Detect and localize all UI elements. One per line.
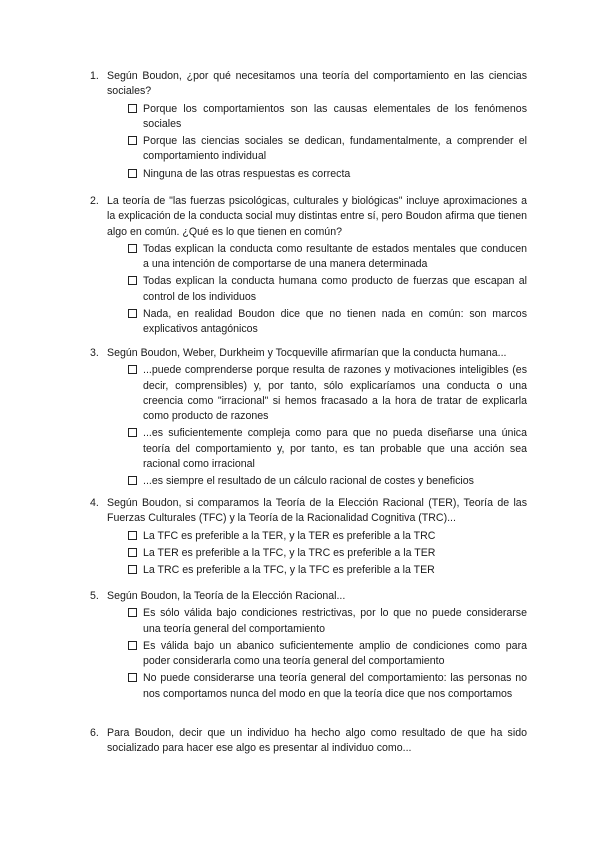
question-number: 5. bbox=[90, 590, 99, 602]
checkbox[interactable] bbox=[128, 309, 137, 318]
option-text: La TRC es preferible a la TFC, y la TFC es preferible a la TER bbox=[143, 564, 435, 577]
checkbox[interactable] bbox=[128, 673, 137, 682]
option-text: Todas explican la conducta como resultante de estados mentales que conducen a una intención de comportarse de una manera determinada bbox=[143, 242, 527, 271]
question-number: 4. bbox=[90, 497, 99, 509]
question-text: Según Boudon, si comparamos la Teoría de la Elección Racional (TER), Teoría de las Fuerzas Culturales (TFC) y la Teoría de la Racionalidad Cognitiva (TRC)... bbox=[107, 497, 527, 525]
question-number: 1. bbox=[90, 70, 99, 82]
option-text: Nada, en realidad Boudon dice que no tienen nada en común: son marcos explicativos antagónicos bbox=[143, 308, 527, 336]
question-6 bbox=[90, 726, 527, 757]
checkbox[interactable] bbox=[128, 641, 137, 650]
question-4 bbox=[90, 496, 527, 580]
question-number: 3. bbox=[90, 347, 99, 359]
option-text: No puede considerarse una teoría general del comportamiento: las personas no nos comportamos nunca del modo en que la teoría dice que nos comportamos bbox=[143, 672, 527, 700]
option-item[interactable] bbox=[128, 426, 527, 472]
option-item[interactable] bbox=[128, 474, 527, 489]
question-5 bbox=[90, 589, 527, 704]
checkbox[interactable] bbox=[128, 365, 137, 374]
question-number: 2. bbox=[90, 195, 99, 207]
options-list bbox=[128, 363, 527, 489]
question-text: Según Boudon, Weber, Durkheim y Tocqueville afirmarían que la conducta humana... bbox=[107, 347, 507, 359]
option-text: Todas explican la conducta humana como producto de fuerzas que escapan al control de los individuos bbox=[143, 275, 527, 303]
checkbox[interactable] bbox=[128, 104, 137, 113]
options-list bbox=[128, 529, 527, 579]
options-list bbox=[128, 242, 527, 338]
option-item[interactable] bbox=[128, 563, 527, 578]
option-text: Es sólo válida bajo condiciones restrictivas, por lo que no puede considerarse una teoría general del comportamiento bbox=[143, 607, 527, 635]
option-item[interactable] bbox=[128, 102, 527, 133]
option-text: La TER es preferible a la TFC, y la TRC es preferible a la TER bbox=[143, 546, 436, 559]
option-text: La TFC es preferible a la TER, y la TER es preferible a la TRC bbox=[143, 529, 436, 542]
option-text: Es válida bajo un abanico suficientemente amplio de condiciones como para poder considerarla como una teoría general del comportamiento bbox=[143, 639, 527, 668]
option-item[interactable] bbox=[128, 639, 527, 670]
checkbox[interactable] bbox=[128, 531, 137, 540]
checkbox[interactable] bbox=[128, 476, 137, 485]
question-text: La teoría de "las fuerzas psicológicas, culturales y biológicas" incluye aproximaciones a la explicación de la conducta social muy distintas entre sí, pero Boudon afirma que tienen algo en común. ¿Qué es lo que tienen en común? bbox=[107, 195, 527, 238]
options-list bbox=[128, 102, 527, 182]
checkbox[interactable] bbox=[128, 608, 137, 617]
option-text: Porque las ciencias sociales se dedican, fundamentalmente, a comprender el comportamiento individual bbox=[143, 135, 527, 163]
option-text: Ninguna de las otras respuestas es correcta bbox=[143, 167, 351, 180]
question-1 bbox=[90, 69, 527, 184]
option-text: ...puede comprenderse porque resulta de razones y motivaciones inteligibles (es decir, comprensibles) y, por tanto, sólo explicaríamos una conducta o una creencia como "irracional" si hemos fracasado a la hora de tratar de explicarla como producto de razones bbox=[143, 364, 527, 423]
question-2 bbox=[90, 194, 527, 340]
question-text: Según Boudon, la Teoría de la Elección Racional... bbox=[107, 590, 346, 602]
question-number: 6. bbox=[90, 727, 99, 739]
option-item[interactable] bbox=[128, 307, 527, 338]
option-text: ...es siempre el resultado de un cálculo racional de costes y beneficios bbox=[143, 475, 474, 488]
checkbox[interactable] bbox=[128, 548, 137, 557]
checkbox[interactable] bbox=[128, 565, 137, 574]
question-text: Según Boudon, ¿por qué necesitamos una teoría del comportamiento en las ciencias sociales? bbox=[107, 70, 527, 98]
options-list bbox=[128, 606, 527, 702]
checkbox[interactable] bbox=[128, 428, 137, 437]
option-text: Porque los comportamientos son las causas elementales de los fenómenos sociales bbox=[143, 102, 527, 130]
option-item[interactable] bbox=[128, 546, 527, 561]
option-item[interactable] bbox=[128, 242, 527, 273]
checkbox[interactable] bbox=[128, 136, 137, 145]
checkbox[interactable] bbox=[128, 244, 137, 253]
question-3 bbox=[90, 346, 527, 492]
question-text: Para Boudon, decir que un individuo ha hecho algo como resultado de que ha sido socializado para hacer ese algo es presentar al individuo como... bbox=[107, 727, 527, 755]
option-text: ...es suficientemente compleja como para que no pueda diseñarse una única teoría del comportamiento y, por tanto, es tan probable que una acción sea racional como irracional bbox=[143, 427, 527, 471]
option-item[interactable] bbox=[128, 606, 527, 637]
option-item[interactable] bbox=[128, 274, 527, 305]
option-item[interactable] bbox=[128, 134, 527, 165]
checkbox[interactable] bbox=[128, 169, 137, 178]
option-item[interactable] bbox=[128, 671, 527, 702]
option-item[interactable] bbox=[128, 363, 527, 424]
option-item[interactable] bbox=[128, 167, 527, 182]
option-item[interactable] bbox=[128, 529, 527, 544]
checkbox[interactable] bbox=[128, 276, 137, 285]
